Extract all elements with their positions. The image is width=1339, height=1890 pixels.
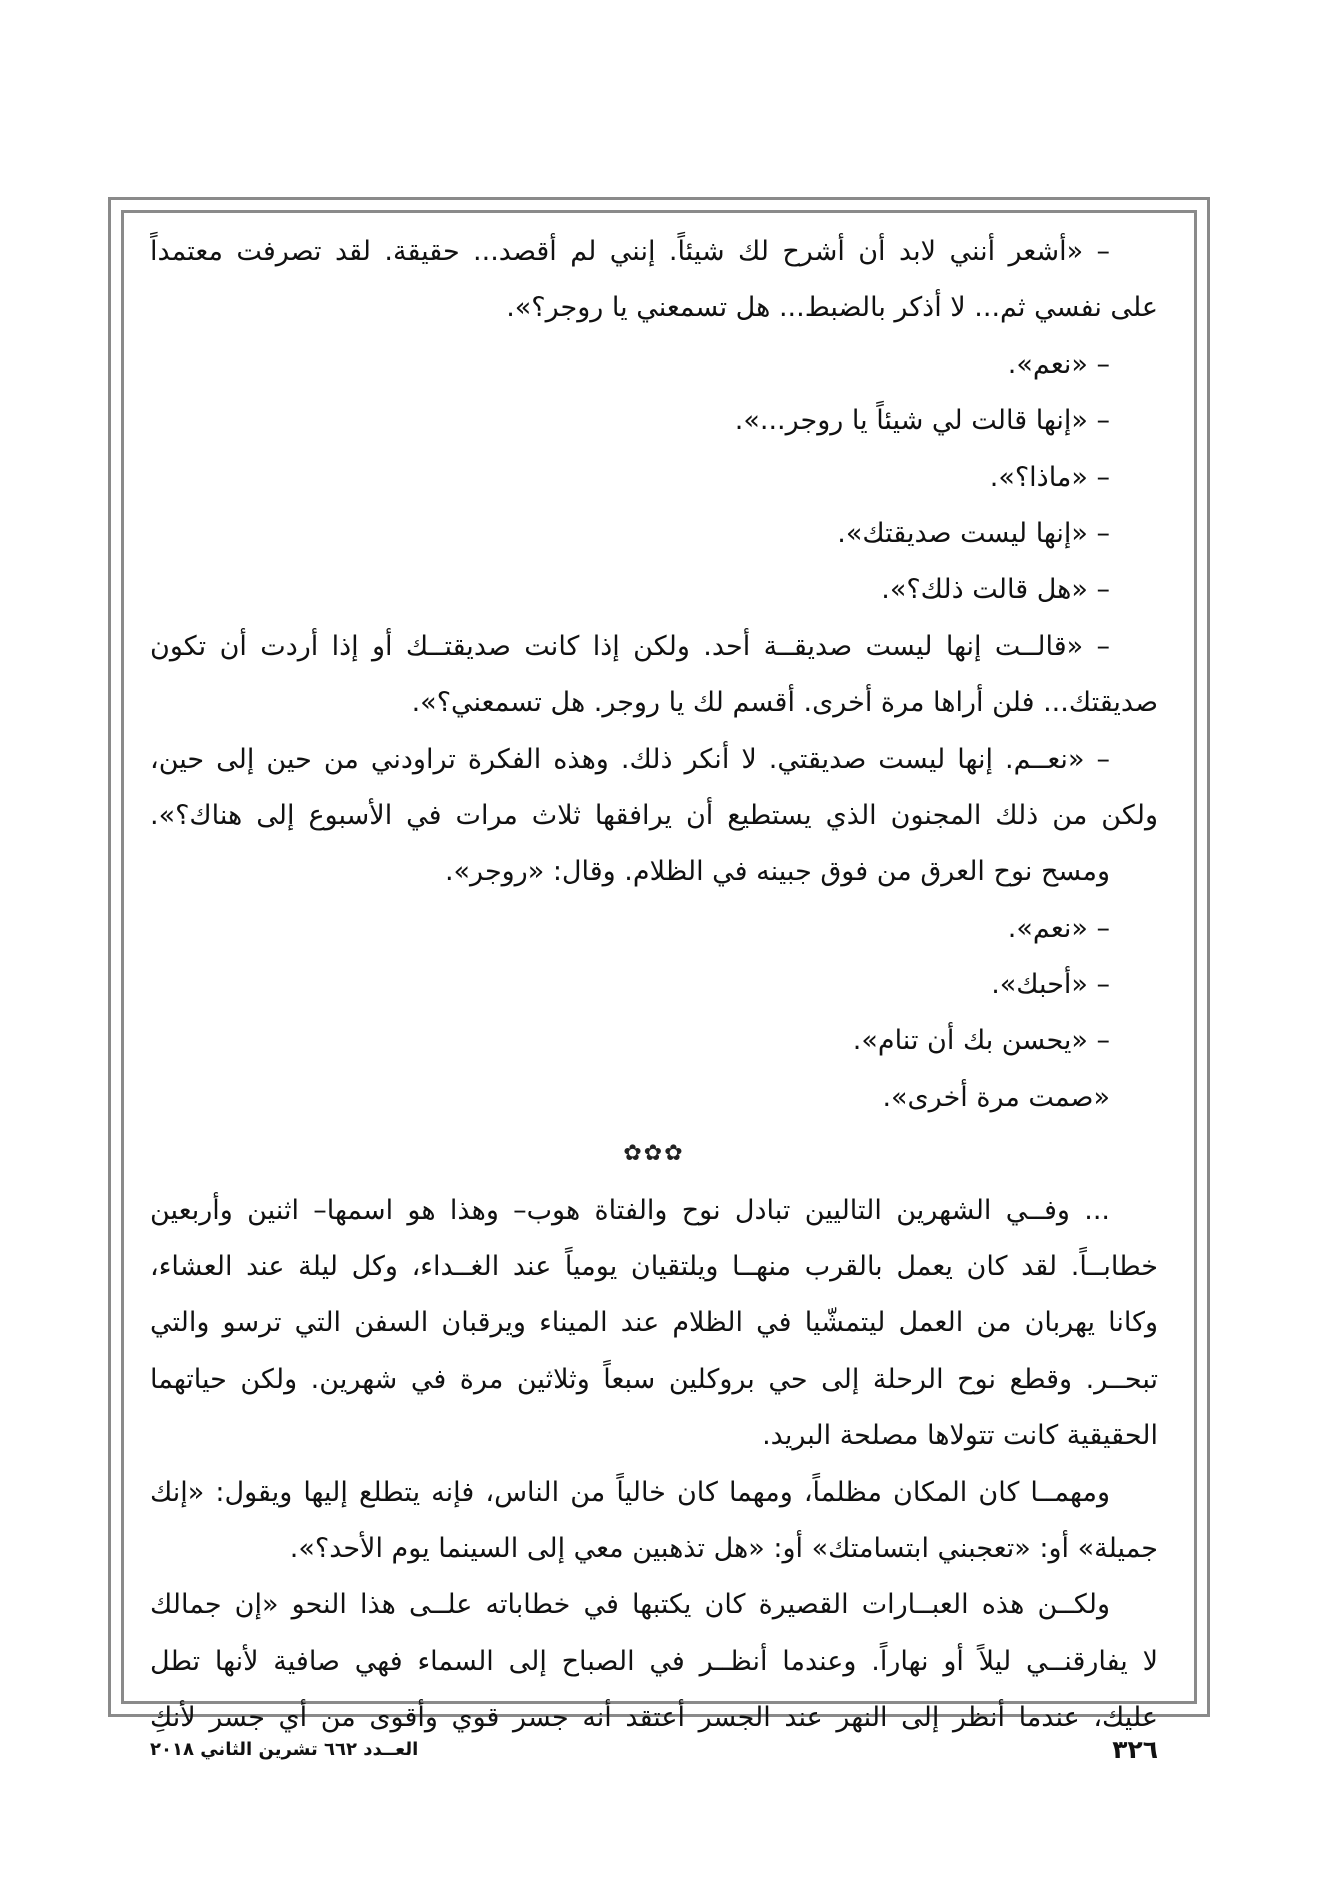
text-line: – «هل قالت ذلك؟». <box>881 574 1110 606</box>
text-line: «صمت مرة أخرى». <box>882 1081 1110 1113</box>
text-line: ... وفــي الشهرين التاليين تبادل نوح والفتاة هوب– وهذا هو اسمها– اثنين وأربعين <box>150 1194 1110 1226</box>
text-line: الحقيقية كانت تتولاها مصلحة البريد. <box>762 1420 1158 1452</box>
text-line: – «قالــت إنها ليست صديقــة أحد. ولكن إذا كانت صديقتــك أو إذا أردت أن تكون <box>150 630 1110 662</box>
text-line: ولكــن هذه العبــارات القصيرة كان يكتبها في خطاباته علــى هذا النحو «إن جمالك <box>150 1589 1110 1621</box>
text-line: جميلة» أو: «تعجبني ابتسامتك» أو: «هل تذهبين معي إلى السينما يوم الأحد؟». <box>289 1532 1158 1564</box>
issue-label: العــدد ٦٦٢ تشرين الثاني ٢٠١٨ <box>150 1739 419 1760</box>
text-line: – «أشعر أنني لابد أن أشرح لك شيئاً. إنني لم أقصد... حقيقة. لقد تصرفت معتمداً <box>150 236 1110 267</box>
text-line: على نفسي ثم... لا أذكر بالضبط... هل تسمعني يا روجر؟». <box>506 292 1158 324</box>
text-line: – «إنها ليست صديقتك». <box>837 517 1110 549</box>
text-line: صديقتك... فلن أراها مرة أخرى. أقسم لك يا روجر. هل تسمعني؟». <box>411 687 1158 719</box>
text-line: – «نعم». <box>1007 348 1110 380</box>
text-line: – «نعــم. إنها ليست صديقتي. لا أنكر ذلك. وهذه الفكرة تراودني من حين إلى حين، <box>150 743 1110 775</box>
text-line: ولكن من ذلك المجنون الذي يستطيع أن يرافقها ثلاث مرات في الأسبوع إلى هناك؟». <box>150 799 1158 831</box>
text-line: – «نعم». <box>1007 912 1110 944</box>
article-body <box>150 224 1158 1747</box>
text-line: وكانا يهربان من العمل ليتمشّيا في الظلام عند الميناء ويرقبان السفن التي ترسو والتي <box>150 1307 1158 1339</box>
text-line: – «يحسن بك أن تنام». <box>852 1025 1110 1057</box>
page-footer <box>150 1735 1158 1775</box>
text-line: لا يفارقنــي ليلاً أو نهاراً. وعندما أنظــر في الصباح إلى السماء فهي صافية لأنها تطل <box>150 1645 1158 1677</box>
text-line: – «إنها قالت لي شيئاً يا روجر...». <box>734 405 1110 437</box>
text-line: ومهمــا كان المكان مظلماً، ومهما كان خالياً من الناس، فإنه يتطلع إليها ويقول: «إنك <box>150 1476 1110 1508</box>
text-line: ومسح نوح العرق من فوق جبينه في الظلام. وقال: «روجر». <box>444 856 1110 888</box>
text-line: تبحــر. وقطع نوح الرحلة إلى حي بروكلين سبعاً وثلاثين مرة في شهرين. ولكن حياتهما <box>150 1363 1158 1395</box>
text-line: – «ماذا؟». <box>989 461 1110 493</box>
text-line: خطابــاً. لقد كان يعمل بالقرب منهــا ويلتقيان يومياً عند الغــداء، وكل ليلة عند العشاء، <box>150 1251 1158 1283</box>
text-line: عليك، عندما أنظر إلى النهر عند الجسر أعتقد أنه جسر قوي وأقوى من أي جسر لأنكِ <box>150 1702 1158 1734</box>
page-number: ٣٢٦ <box>1112 1735 1158 1764</box>
text-line: – «أحبك». <box>991 969 1110 1001</box>
section-divider-ornament: ✿✿✿ <box>623 1141 685 1167</box>
